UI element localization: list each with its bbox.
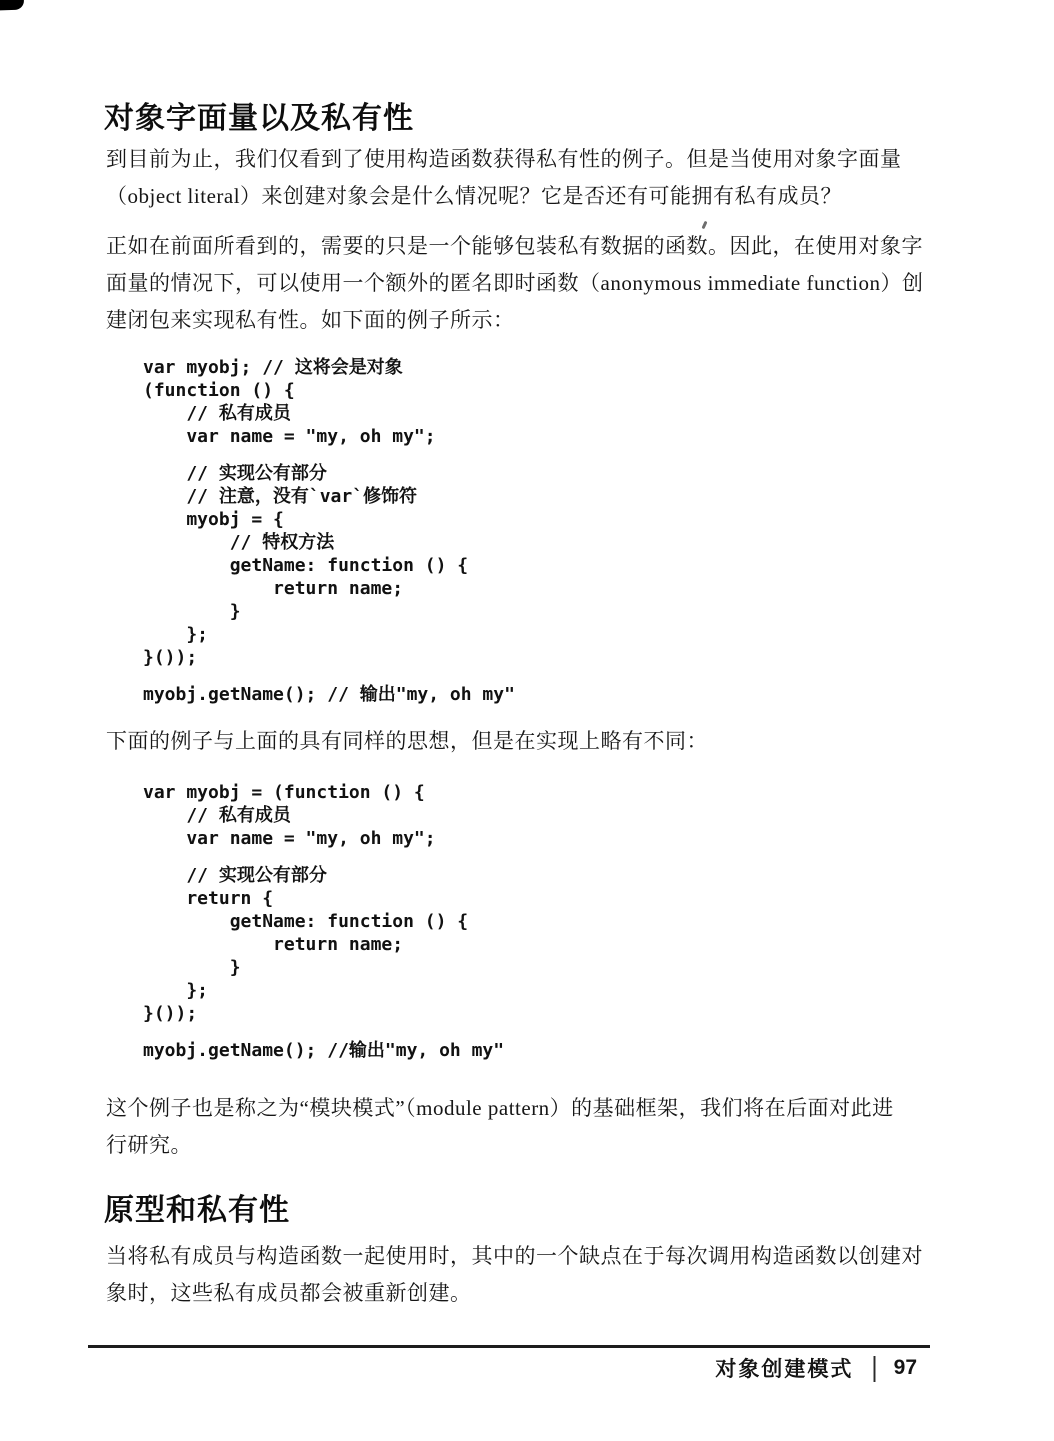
- footer-rule: [88, 1345, 930, 1348]
- section-heading-prototype-privacy: 原型和私有性: [104, 1194, 290, 1227]
- paragraph-anonymous-function: 正如在前面所看到的，需要的只是一个能够包装私有数据的函数。因此，在使用对象字 面量的情况下，可以使用一个额外的匿名即时函数（anonymous immediate function）创 建闭包来实现私有性。如下面的例子所示：: [106, 234, 924, 332]
- footer-page-number: 97: [893, 1356, 917, 1379]
- page-footer: [715, 1353, 917, 1383]
- section-heading-object-literal-privacy: 对象字面量以及私有性: [104, 102, 414, 135]
- scan-corner-artifact: [0, 0, 24, 10]
- code-block-immediate-function: var myobj; // 这将会是对象 (function () { // 私有成员 var name = "my, oh my"; // 实现公有部分 // 注意，没有`var`修饰符 myobj = { // 特权方法 getName: function () { return name; } }; }()); myobj.getName(); // 输出"my, oh my": [143, 357, 515, 705]
- paragraph-prototype-drawback: 当将私有成员与构造函数一起使用时，其中的一个缺点在于每次调用构造函数以创建对 象时，这些私有成员都会被重新创建。: [106, 1244, 923, 1305]
- paragraph-same-idea: 下面的例子与上面的具有同样的思想，但是在实现上略有不同：: [106, 729, 708, 753]
- paragraph-intro: 到目前为止，我们仅看到了使用构造函数获得私有性的例子。但是当使用对象字面量 （object literal）来创建对象会是什么情况呢？它是否还有可能拥有私有成员？: [106, 147, 902, 208]
- footer-separator: |: [871, 1351, 878, 1383]
- paragraph-module-pattern: 这个例子也是称之为“模块模式”（module pattern）的基础框架，我们将在后面对此进 行研究。: [106, 1096, 894, 1157]
- code-block-return-object: var myobj = (function () { // 私有成员 var name = "my, oh my"; // 实现公有部分 return { getName: function () { return name; } }; }()); myobj.getName(); //输出"my, oh my": [143, 782, 505, 1061]
- footer-chapter-title: 对象创建模式: [715, 1358, 854, 1381]
